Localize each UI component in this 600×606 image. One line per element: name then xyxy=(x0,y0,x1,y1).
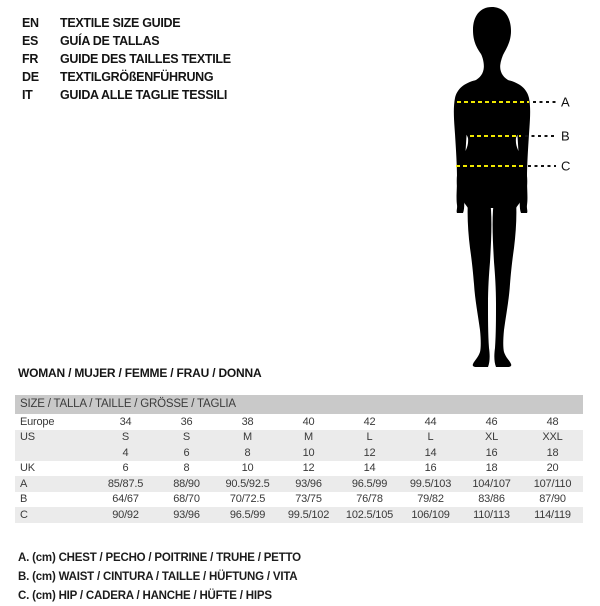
row-label: Europe xyxy=(20,415,55,428)
size-cell: 12 xyxy=(363,446,376,459)
size-cell: M xyxy=(304,431,313,444)
row-label: B xyxy=(20,493,28,506)
table-title: WOMAN / MUJER / FEMME / FRAU / DONNA xyxy=(18,366,262,380)
silhouette-left-leg xyxy=(468,200,492,367)
size-cell: S xyxy=(121,431,130,444)
language-row xyxy=(22,32,231,50)
size-table-header: SIZE / TALLA / TAILLE / GRÖSSE / TAGLIA xyxy=(15,395,583,414)
table-row-hip xyxy=(15,507,583,523)
language-code: EN xyxy=(22,16,39,30)
size-cell: 18 xyxy=(485,462,498,475)
table-row-uk xyxy=(15,461,583,477)
language-row xyxy=(22,68,231,86)
language-row xyxy=(22,14,231,32)
size-cell: 93/96 xyxy=(173,508,200,521)
size-cell: 70/72.5 xyxy=(229,493,266,506)
language-label: GUIDA ALLE TAGLIE TESSILI xyxy=(60,88,228,102)
language-row xyxy=(22,86,231,104)
measurement-legend xyxy=(18,549,301,606)
size-cell: 6 xyxy=(122,462,129,475)
size-cell: 10 xyxy=(302,446,315,459)
size-cell: 85/87.5 xyxy=(107,477,144,490)
size-cell: XL xyxy=(484,431,499,444)
size-cell: 64/67 xyxy=(112,493,139,506)
size-cell: M xyxy=(243,431,252,444)
size-cell: 34 xyxy=(119,415,132,428)
size-cell: 99.5/103 xyxy=(409,477,452,490)
size-cell: 106/109 xyxy=(411,508,450,521)
row-label: A xyxy=(20,477,28,490)
language-row xyxy=(22,50,231,68)
size-cell: 76/78 xyxy=(356,493,383,506)
size-cell: L xyxy=(366,431,373,444)
size-cell: 90/92 xyxy=(112,508,139,521)
size-cell: 14 xyxy=(424,446,437,459)
table-row-europe xyxy=(15,414,583,430)
size-cell: 110/113 xyxy=(473,508,510,521)
size-cell: 87/90 xyxy=(539,493,566,506)
size-cell: 16 xyxy=(424,462,437,475)
size-cell: XXL xyxy=(542,431,563,444)
size-cell: 48 xyxy=(546,415,559,428)
size-cell: 8 xyxy=(183,462,190,475)
size-cell: 79/82 xyxy=(417,493,444,506)
language-label: TEXTILE SIZE GUIDE xyxy=(60,16,181,30)
language-label: GUÍA DE TALLAS xyxy=(60,34,160,48)
size-cell: 96.5/99 xyxy=(351,477,388,490)
size-cell: 16 xyxy=(485,446,498,459)
size-cell: 93/96 xyxy=(295,477,322,490)
size-cell: 20 xyxy=(546,462,559,475)
language-label: TEXTILGRÖßENFÜHRUNG xyxy=(60,70,214,84)
language-code: FR xyxy=(22,52,39,66)
legend-hip: C. (cm) HIP / CADERA / HANCHE / HÜFTE / HIPS xyxy=(18,590,272,602)
language-label: GUIDE DES TAILLES TEXTILE xyxy=(60,52,231,66)
size-cell: 114/119 xyxy=(534,508,571,521)
size-cell: 102.5/105 xyxy=(345,508,394,521)
size-cell: L xyxy=(427,431,434,444)
size-cell: 90.5/92.5 xyxy=(225,477,270,490)
legend-waist: B. (cm) WAIST / CINTURA / TAILLE / HÜFTUNG / VITA xyxy=(18,571,298,583)
size-table xyxy=(15,395,583,523)
size-cell: 99.5/102 xyxy=(287,508,330,521)
language-code: ES xyxy=(22,34,39,48)
size-cell: 107/110 xyxy=(533,477,572,490)
row-label: US xyxy=(20,431,35,444)
silhouette-right-leg xyxy=(493,200,517,367)
silhouette-head xyxy=(473,7,511,69)
chest-marker-label: A xyxy=(561,94,570,110)
size-cell: 96.5/99 xyxy=(229,508,266,521)
size-cell: 38 xyxy=(241,415,254,428)
size-cell: 83/86 xyxy=(478,493,505,506)
table-row-us-numeric xyxy=(15,445,583,461)
row-label: C xyxy=(20,508,28,521)
table-row-waist xyxy=(15,492,583,508)
row-label: UK xyxy=(20,462,35,475)
size-cell: S xyxy=(182,431,191,444)
size-cell: 104/107 xyxy=(472,477,511,490)
size-cell: 4 xyxy=(122,446,129,459)
language-code: DE xyxy=(22,70,39,84)
size-cell: 10 xyxy=(241,462,254,475)
language-list xyxy=(22,14,231,104)
size-cell: 42 xyxy=(363,415,376,428)
size-cell: 36 xyxy=(180,415,193,428)
size-cell: 14 xyxy=(363,462,376,475)
legend-chest: A. (cm) CHEST / PECHO / POITRINE / TRUHE / PETTO xyxy=(18,552,301,564)
size-cell: 73/75 xyxy=(295,493,322,506)
language-code: IT xyxy=(22,88,33,102)
size-cell: 12 xyxy=(302,462,315,475)
woman-silhouette-figure xyxy=(430,0,600,380)
size-cell: 18 xyxy=(546,446,559,459)
table-row-chest xyxy=(15,476,583,492)
hip-marker-label: C xyxy=(561,158,571,174)
size-cell: 40 xyxy=(302,415,315,428)
table-row-us xyxy=(15,430,583,446)
size-cell: 88/90 xyxy=(173,477,200,490)
size-cell: 44 xyxy=(424,415,437,428)
waist-marker-label: B xyxy=(561,128,570,144)
size-figure xyxy=(430,0,600,380)
size-cell: 46 xyxy=(485,415,498,428)
size-cell: 8 xyxy=(244,446,251,459)
size-cell: 68/70 xyxy=(173,493,200,506)
size-cell: 6 xyxy=(183,446,190,459)
